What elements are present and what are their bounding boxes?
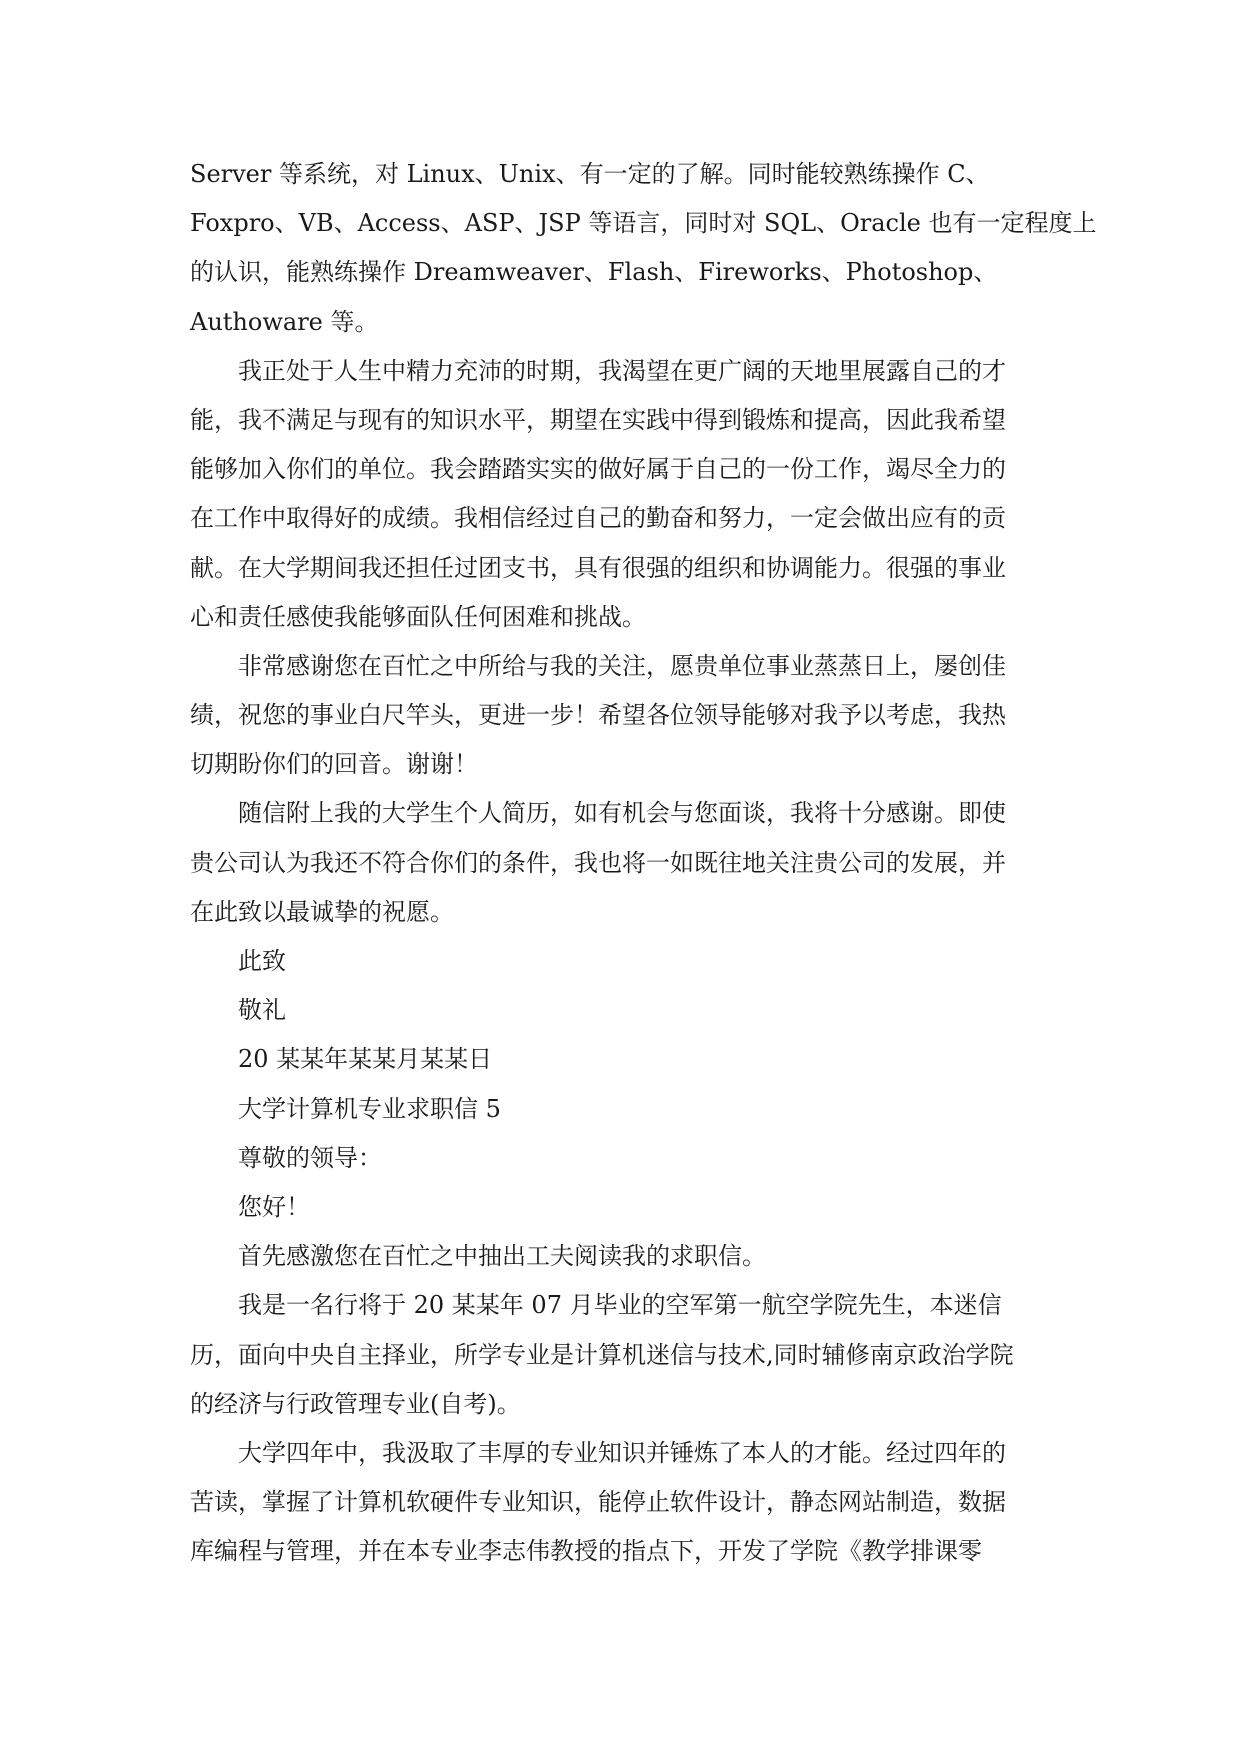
text-line: 的经济与行政管理专业(自考)。 [190,1389,521,1418]
paragraph-first-line: 非常感谢您在百忙之中所给与我的关注，愿贵单位事业蒸蒸日上，屡创佳 [238,651,1006,680]
greeting: 您好！ [238,1192,310,1221]
text-line: 历，面向中央自主择业，所学专业是计算机迷信与技术,同时辅修南京政治学院 [190,1340,1014,1369]
text-line: 献。在大学期间我还担任过团支书，具有很强的组织和协调能力。很强的事业 [190,553,1006,582]
paragraph-first-line: 我是一名行将于 20 某某年 07 月毕业的空军第一航空学院先生，本迷信 [238,1291,1002,1320]
closing-line: 此致 [238,947,286,975]
paragraph-first-line: 大学四年中，我汲取了丰厚的专业知识并锤炼了本人的才能。经过四年的 [238,1438,1006,1467]
text-line: 能够加入你们的单位。我会踏踏实实的做好属于自己的一份工作，竭尽全力的 [190,455,1006,484]
text-line: 的认识，能熟练操作 Dreamweaver、Flash、Fireworks、Photoshop、 [190,258,998,287]
salutation: 尊敬的领导： [238,1143,382,1172]
text-line: 在此致以最诚挚的祝愿。 [190,897,454,926]
text-line: 苦读，掌握了计算机软硬件专业知识，能停止软件设计，静态网站制造，数据 [190,1488,1006,1517]
section-title: 大学计算机专业求职信 5 [238,1094,501,1123]
closing-line: 敬礼 [238,996,286,1025]
text-line: Server 等系统，对 Linux、Unix、有一定的了解。同时能较熟练操作 C、 [190,160,990,188]
text-line: 贵公司认为我还不符合你们的条件，我也将一如既往地关注贵公司的发展，并 [190,848,1006,877]
text-line: Authoware 等。 [190,307,379,336]
text-line: 绩，祝您的事业白尺竿头，更进一步！希望各位领导能够对我予以考虑，我热 [190,701,1006,730]
paragraph-first-line: 首先感激您在百忙之中抽出工夫阅读我的求职信。 [238,1242,766,1271]
text-line: 库编程与管理，并在本专业李志伟教授的指点下，开发了学院《教学排课零 [190,1537,982,1566]
text-line: 能，我不满足与现有的知识水平，期望在实践中得到锻炼和提高，因此我希望 [190,405,1006,434]
text-line: 心和责任感使我能够面队任何困难和挑战。 [190,602,646,631]
text-line: 在工作中取得好的成绩。我相信经过自己的勤奋和努力，一定会做出应有的贡 [190,504,1006,533]
text-line: Foxpro、VB、Access、ASP、JSP 等语言，同时对 SQL、Oracle 也有一定程度上 [190,209,1097,238]
text-line: 切期盼你们的回音。谢谢！ [190,750,478,779]
paragraph-first-line: 我正处于人生中精力充沛的时期，我渴望在更广阔的天地里展露自己的才 [238,356,1006,385]
date-line: 20 某某年某某月某某日 [238,1045,493,1074]
document-body [190,150,1097,1576]
paragraph-first-line: 随信附上我的大学生个人简历，如有机会与您面谈，我将十分感谢。即使 [238,799,1006,828]
